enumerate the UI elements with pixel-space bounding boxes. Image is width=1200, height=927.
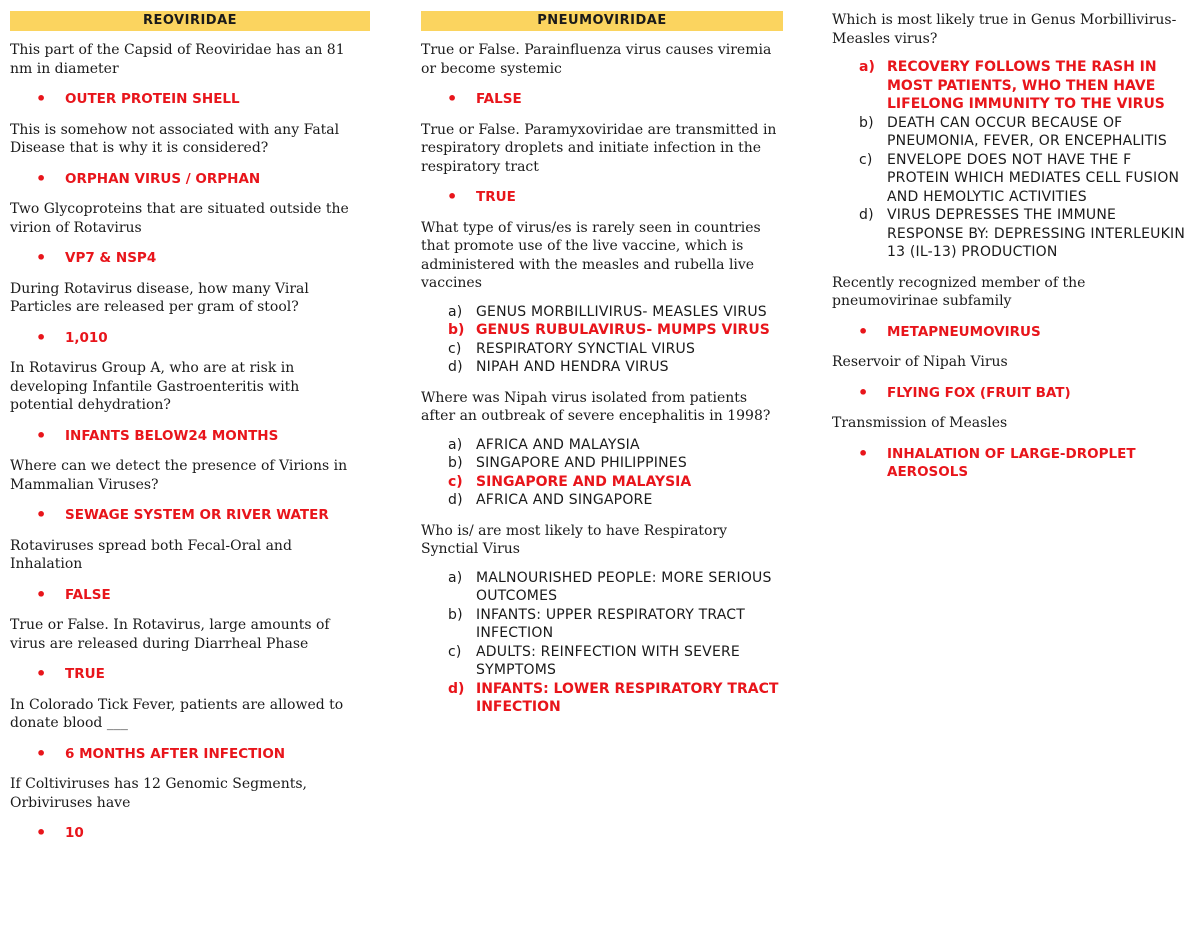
choice-text: INFANTS: UPPER RESPIRATORY TRACT INFECTION xyxy=(476,606,746,641)
question-text: If Coltiviruses has 12 Genomic Segments, Orbiviruses have xyxy=(10,776,307,811)
answer-bullet: • INFANTS BELOW24 MONTHS xyxy=(10,427,370,446)
choice-letter: b) xyxy=(448,322,465,338)
choice-text: MALNOURISHED PEOPLE: MORE SERIOUS OUTCOMES xyxy=(476,569,772,604)
choice-item-correct xyxy=(421,321,783,340)
column-pneumoviridae xyxy=(421,11,783,729)
choice-text: ENVELOPE DOES NOT HAVE THE F PROTEIN WHICH MEDIATES CELL FUSION AND HEMOLYTIC ACTIVITIES xyxy=(887,151,1180,205)
column-three xyxy=(832,11,1192,494)
choice-text: RESPIRATORY SYNCTIAL VIRUS xyxy=(476,340,696,357)
choice-item xyxy=(421,303,783,322)
column-reoviridae xyxy=(10,11,370,855)
choice-text: SINGAPORE AND PHILIPPINES xyxy=(476,455,687,471)
answer-bullet: • 10 xyxy=(10,824,370,843)
choice-letter: b) xyxy=(859,114,874,131)
choice-item-correct xyxy=(421,473,783,492)
choice-letter: a) xyxy=(448,303,463,320)
choice-item xyxy=(421,358,783,377)
answer-bullet: • INHALATION OF LARGE-DROPLET AEROSOLS xyxy=(832,445,1192,482)
choice-letter: d) xyxy=(448,680,465,697)
section-header: REOVIRIDAE xyxy=(10,11,370,31)
question-text: Which is most likely true in Genus Morbillivirus-Measles virus? xyxy=(832,12,1177,47)
question-text: This is somehow not associated with any Fatal Disease that is why it is considered? xyxy=(10,121,340,156)
choice-letter: d) xyxy=(448,359,463,375)
choice-item xyxy=(832,114,1192,151)
question-text: What type of virus/es is rarely seen in countries that promote use of the live vaccine, which is administered with the measles and rubella live vaccines xyxy=(421,219,761,291)
choice-item xyxy=(421,436,783,455)
answer-bullet: • OUTER PROTEIN SHELL xyxy=(10,90,370,109)
choice-list xyxy=(421,436,783,510)
answer-bullet: • 6 MONTHS AFTER INFECTION xyxy=(10,745,370,764)
choice-item xyxy=(421,454,783,473)
answer-bullet: • ORPHAN VIRUS / ORPHAN xyxy=(10,170,370,189)
choice-letter: a) xyxy=(448,436,463,453)
question-text: In Rotavirus Group A, who are at risk in developing Infantile Gastroenteritis with potential dehydration? xyxy=(10,360,300,413)
choice-item xyxy=(421,606,783,643)
choice-item xyxy=(421,340,783,359)
question-text: Rotaviruses spread both Fecal-Oral and Inhalation xyxy=(10,537,292,572)
answer-bullet: • FALSE xyxy=(421,90,783,109)
choice-letter: c) xyxy=(448,643,462,660)
choice-text: NIPAH AND HENDRA VIRUS xyxy=(476,359,669,375)
answer-bullet: • FLYING FOX (FRUIT BAT) xyxy=(832,384,1192,403)
choice-text: VIRUS DEPRESSES THE IMMUNE RESPONSE BY: DEPRESSING INTERLEUKIN 13 (IL-13) PRODUCTION xyxy=(887,207,1185,260)
choice-text: SINGAPORE AND MALAYSIA xyxy=(476,473,692,490)
choice-list xyxy=(832,58,1192,262)
choice-text: DEATH CAN OCCUR BECAUSE OF PNEUMONIA, FEVER, OR ENCEPHALITIS xyxy=(887,114,1167,149)
choice-letter: d) xyxy=(859,207,874,223)
question-text: This part of the Capsid of Reoviridae has an 81 nm in diameter xyxy=(10,42,345,77)
question-text: In Colorado Tick Fever, patients are allowed to donate blood ___ xyxy=(10,696,344,731)
question-text: Where can we detect the presence of Virions in Mammalian Viruses? xyxy=(10,458,348,493)
question-text: Recently recognized member of the pneumovirinae subfamily xyxy=(832,274,1086,309)
choice-letter: b) xyxy=(448,455,463,471)
question-text: Who is/ are most likely to have Respiratory Synctial Virus xyxy=(421,522,728,557)
choice-letter: b) xyxy=(448,606,463,623)
choice-text: GENUS RUBULAVIRUS- MUMPS VIRUS xyxy=(476,322,770,338)
question-text: True or False. In Rotavirus, large amounts of virus are released during Diarrheal Phase xyxy=(10,617,330,652)
question-text: Two Glycoproteins that are situated outside the virion of Rotavirus xyxy=(10,201,349,236)
choice-text: INFANTS: LOWER RESPIRATORY TRACT INFECTION xyxy=(476,680,779,715)
choice-list xyxy=(421,303,783,377)
choice-item xyxy=(421,569,783,606)
question-text: True or False. Paramyxoviridae are transmitted in respiratory droplets and initiate infection in the respiratory tract xyxy=(421,121,777,175)
choice-item xyxy=(832,151,1192,207)
choice-text: AFRICA AND SINGAPORE xyxy=(476,492,653,508)
choice-letter: a) xyxy=(448,569,463,586)
answer-bullet: • VP7 & NSP4 xyxy=(10,249,370,268)
choice-list xyxy=(421,569,783,717)
choice-text: GENUS MORBILLIVIRUS- MEASLES VIRUS xyxy=(476,303,767,320)
question-text: Where was Nipah virus isolated from patients after an outbreak of severe encephalitis in 1998? xyxy=(421,389,771,424)
choice-item xyxy=(421,643,783,680)
choice-letter: d) xyxy=(448,492,463,508)
answer-bullet: • METAPNEUMOVIRUS xyxy=(832,323,1192,342)
choice-item xyxy=(421,491,783,510)
answer-bullet: • SEWAGE SYSTEM OR RIVER WATER xyxy=(10,506,370,525)
choice-item xyxy=(832,206,1192,262)
answer-bullet: • 1,010 xyxy=(10,329,370,348)
question-text: True or False. Parainfluenza virus causes viremia or become systemic xyxy=(421,42,772,77)
choice-letter: c) xyxy=(448,473,463,490)
choice-text: RECOVERY FOLLOWS THE RASH IN MOST PATIENTS, WHO THEN HAVE LIFELONG IMMUNITY TO THE VIRUS xyxy=(887,59,1165,112)
answer-bullet: • FALSE xyxy=(10,586,370,605)
choice-letter: a) xyxy=(859,59,875,75)
choice-text: ADULTS: REINFECTION WITH SEVERE SYMPTOMS xyxy=(476,643,740,678)
question-text: Reservoir of Nipah Virus xyxy=(832,354,1008,370)
choice-item-correct xyxy=(421,680,783,717)
section-header: PNEUMOVIRIDAE xyxy=(421,11,783,31)
answer-bullet: • TRUE xyxy=(10,665,370,684)
choice-item-correct xyxy=(832,58,1192,114)
question-text: During Rotavirus disease, how many Viral Particles are released per gram of stool? xyxy=(10,280,309,315)
choice-letter: c) xyxy=(859,151,873,168)
choice-letter: c) xyxy=(448,340,462,357)
question-text: Transmission of Measles xyxy=(832,415,1008,431)
choice-text: AFRICA AND MALAYSIA xyxy=(476,436,640,453)
answer-bullet: • TRUE xyxy=(421,188,783,207)
